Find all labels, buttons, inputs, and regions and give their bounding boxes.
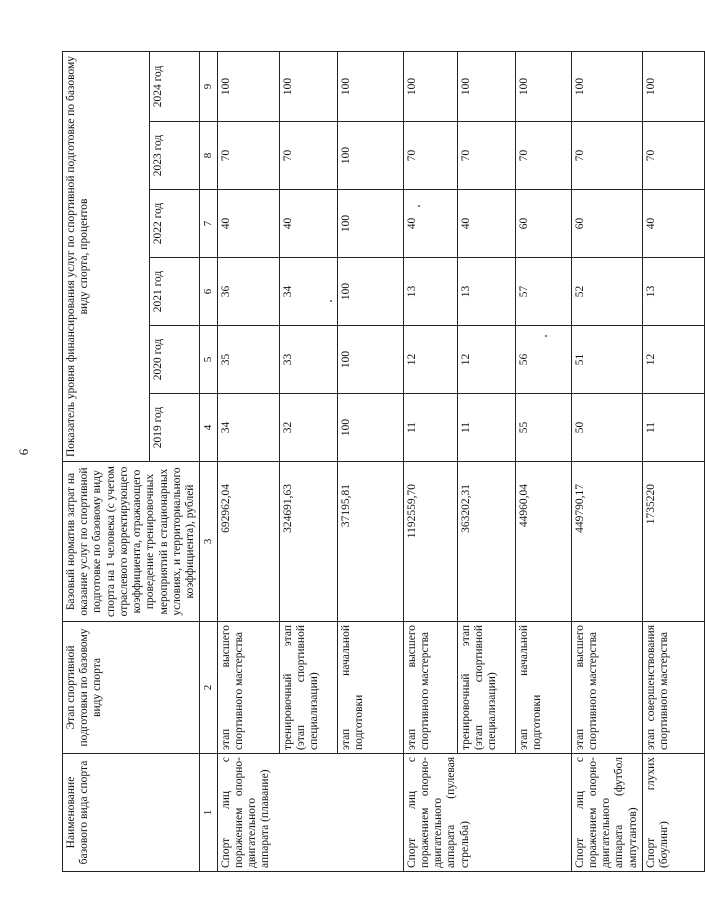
percent-cell: 13 bbox=[403, 258, 457, 326]
stage-cell: этап высшего спортивного мастерства bbox=[571, 622, 642, 754]
scan-speck bbox=[418, 205, 420, 207]
percent-cell: 70 bbox=[571, 122, 642, 190]
norm-cell: 1735220 bbox=[642, 462, 704, 622]
percent-cell: 70 bbox=[642, 122, 704, 190]
norm-cell: 44960,04 bbox=[515, 462, 571, 622]
percent-cell: 40 bbox=[403, 190, 457, 258]
stage-cell: этап высшего спортивного мастерства bbox=[403, 622, 457, 754]
percent-cell: 60 bbox=[571, 190, 642, 258]
column-number-row bbox=[200, 51, 218, 871]
percent-cell: 100 bbox=[337, 51, 403, 121]
table-row bbox=[642, 51, 704, 871]
percent-cell: 13 bbox=[642, 258, 704, 326]
norm-cell: 37195,81 bbox=[337, 462, 403, 622]
sport-name-cell: Спорт лиц с поражением опорно-двигательного аппарата (плавание) bbox=[217, 754, 403, 872]
percent-cell: 70 bbox=[457, 122, 515, 190]
header-year: 2020 год bbox=[149, 326, 199, 394]
percent-cell: 51 bbox=[571, 326, 642, 394]
percent-cell: 40 bbox=[217, 190, 279, 258]
scan-speck bbox=[330, 300, 332, 302]
percent-cell: 40 bbox=[457, 190, 515, 258]
page-number: 6 bbox=[16, 448, 31, 456]
percent-cell: 33 bbox=[279, 326, 337, 394]
column-number: 3 bbox=[200, 462, 218, 622]
percent-cell: 100 bbox=[337, 394, 403, 462]
header-year: 2019 год bbox=[149, 394, 199, 462]
percent-cell: 100 bbox=[515, 51, 571, 121]
header-sport: Наименование базового вида спорта bbox=[63, 754, 200, 872]
sport-name-cell: Спорт глухих (боулинг) bbox=[642, 754, 704, 872]
column-number: 6 bbox=[200, 258, 218, 326]
norm-cell: 324691,63 bbox=[279, 462, 337, 622]
column-number: 8 bbox=[200, 122, 218, 190]
percent-cell: 55 bbox=[515, 394, 571, 462]
percent-cell: 36 bbox=[217, 258, 279, 326]
column-number: 7 bbox=[200, 190, 218, 258]
header-year: 2023 год bbox=[149, 122, 199, 190]
percent-cell: 40 bbox=[279, 190, 337, 258]
table-row bbox=[279, 51, 337, 871]
percent-cell: 13 bbox=[457, 258, 515, 326]
norm-cell: 363202,31 bbox=[457, 462, 515, 622]
percent-cell: 70 bbox=[403, 122, 457, 190]
percent-cell: 100 bbox=[337, 122, 403, 190]
table-row bbox=[217, 51, 279, 871]
stage-cell: тренировочный этап (этап спортивной специализации) bbox=[457, 622, 515, 754]
header-indicator: Показатель уровня финансирования услуг по спортивной подготовке по базовому виду спорта, процентов bbox=[63, 51, 150, 461]
column-number: 1 bbox=[200, 754, 218, 872]
column-number: 9 bbox=[200, 51, 218, 121]
column-number: 2 bbox=[200, 622, 218, 754]
percent-cell: 60 bbox=[515, 190, 571, 258]
percent-cell: 34 bbox=[279, 258, 337, 326]
header-row-1 bbox=[63, 51, 150, 871]
norm-cell: 449790,17 bbox=[571, 462, 642, 622]
percent-cell: 57 bbox=[515, 258, 571, 326]
percent-cell: 70 bbox=[515, 122, 571, 190]
percent-cell: 100 bbox=[279, 51, 337, 121]
column-number: 5 bbox=[200, 326, 218, 394]
column-number: 4 bbox=[200, 394, 218, 462]
table-row bbox=[457, 51, 515, 871]
sport-name-cell: Спорт лиц с поражением опорно-двигательного аппарата (футбол ампутантов) bbox=[571, 754, 642, 872]
table-row bbox=[403, 51, 457, 871]
percent-cell: 70 bbox=[217, 122, 279, 190]
header-year: 2021 год bbox=[149, 258, 199, 326]
table-row bbox=[337, 51, 403, 871]
stage-cell: этап начальной подготовки bbox=[515, 622, 571, 754]
norm-cell: 1192559,70 bbox=[403, 462, 457, 622]
header-year: 2022 год bbox=[149, 190, 199, 258]
stage-cell: тренировочный этап (этап спортивной специализации) bbox=[279, 622, 337, 754]
sport-name-cell: Спорт лиц с поражением опорно-двигательного аппарата (пулевая стрельба) bbox=[403, 754, 571, 872]
header-stage: Этап спортивной подготовки по базовому виду спорта bbox=[63, 622, 200, 754]
percent-cell: 11 bbox=[642, 394, 704, 462]
percent-cell: 100 bbox=[217, 51, 279, 121]
scan-speck bbox=[545, 335, 547, 337]
percent-cell: 12 bbox=[403, 326, 457, 394]
financing-table bbox=[62, 51, 705, 872]
table-row bbox=[571, 51, 642, 871]
rotated-page-content bbox=[62, 52, 671, 872]
percent-cell: 100 bbox=[337, 258, 403, 326]
percent-cell: 100 bbox=[337, 190, 403, 258]
table-body bbox=[63, 51, 705, 871]
table-row bbox=[515, 51, 571, 871]
percent-cell: 100 bbox=[457, 51, 515, 121]
percent-cell: 50 bbox=[571, 394, 642, 462]
percent-cell: 100 bbox=[403, 51, 457, 121]
header-norm: Базовый норматив затрат на оказание услуг по спортивной подготовке по базовому виду спорта на 1 человека (с учетом отраслевого корректирующего коэффициента, отражающего проведение тренировочных мероприятий в стационарных условиях, и территориального коэффициента), рублей bbox=[63, 462, 200, 622]
percent-cell: 32 bbox=[279, 394, 337, 462]
percent-cell: 12 bbox=[457, 326, 515, 394]
stage-cell: этап высшего спортивного мастерства bbox=[217, 622, 279, 754]
percent-cell: 52 bbox=[571, 258, 642, 326]
percent-cell: 100 bbox=[642, 51, 704, 121]
header-year: 2024 год bbox=[149, 51, 199, 121]
percent-cell: 100 bbox=[337, 326, 403, 394]
stage-cell: этап начальной подготовки bbox=[337, 622, 403, 754]
percent-cell: 35 bbox=[217, 326, 279, 394]
percent-cell: 70 bbox=[279, 122, 337, 190]
percent-cell: 100 bbox=[571, 51, 642, 121]
percent-cell: 40 bbox=[642, 190, 704, 258]
percent-cell: 11 bbox=[457, 394, 515, 462]
percent-cell: 12 bbox=[642, 326, 704, 394]
percent-cell: 56 bbox=[515, 326, 571, 394]
percent-cell: 34 bbox=[217, 394, 279, 462]
norm-cell: 692962,04 bbox=[217, 462, 279, 622]
percent-cell: 11 bbox=[403, 394, 457, 462]
stage-cell: этап совершенствования спортивного мастерства bbox=[642, 622, 704, 754]
